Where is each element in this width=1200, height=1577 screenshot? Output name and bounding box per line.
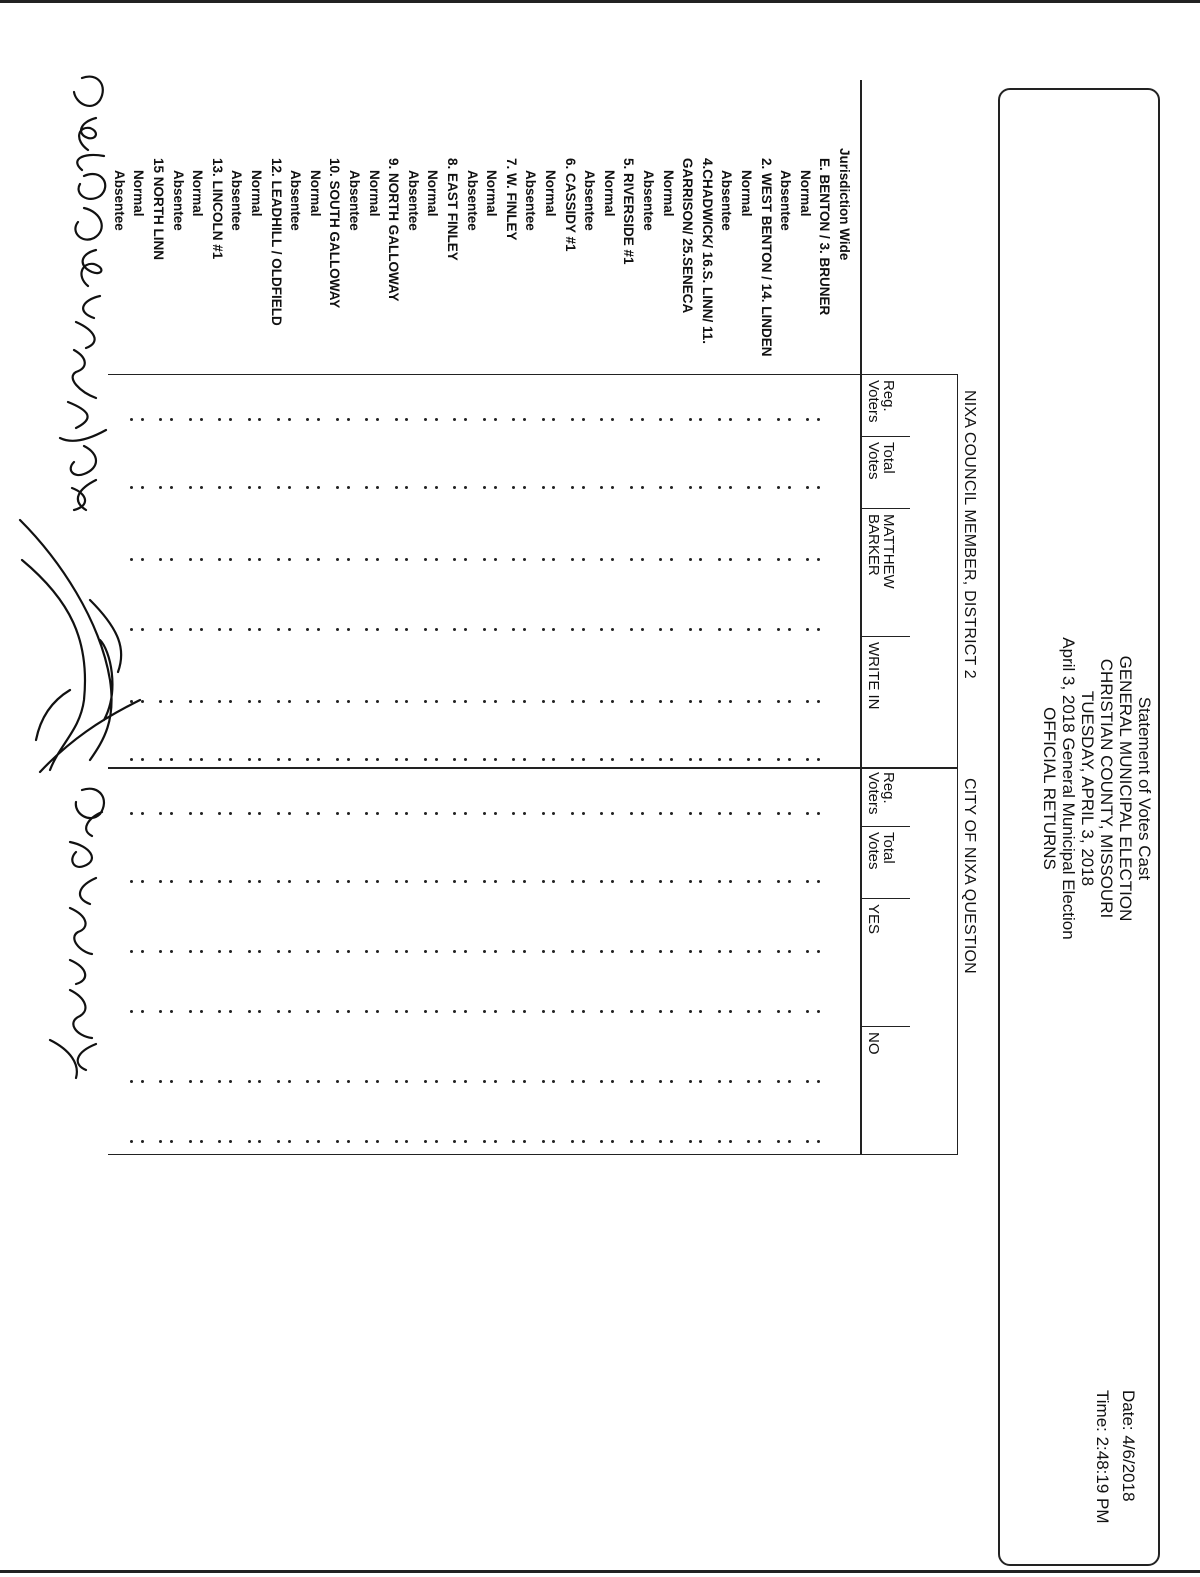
precinct-row-label: Normal [366,170,382,217]
precinct-row-label: Normal [543,170,558,217]
precinct-row-label: Normal [797,170,813,217]
col-q-reg-voters-2: Voters [865,772,882,815]
precinct-row-label: Absentee [111,170,127,231]
col-reg-voters-2: Voters [865,380,882,423]
precinct-row-label: 4.CHADWICK/ 16.S. LINN/ 11. [699,158,715,345]
signature-1 [60,77,106,510]
precinct-row-label: E. BENTON / 3. BRUNER [817,158,833,316]
precinct-row-label: Normal [131,170,147,217]
precinct-row-label: Absentee [719,170,735,231]
col-q-reg-voters: Reg. [880,772,897,804]
precinct-row-label: 13. LINCOLN #1 [209,158,225,260]
election-day: TUESDAY, APRIL 3, 2018 [1078,690,1097,887]
precinct-row-label: Absentee [288,170,304,231]
precinct-row-label: Absentee [347,170,362,231]
precinct-row-label: Absentee [405,170,421,231]
precinct-row-label: Jurisdiction Wide [837,148,852,261]
precinct-row-label: Normal [601,170,617,217]
col-q-total-votes-2: Votes [865,832,882,870]
precinct-row-label: 8. EAST FINLEY [445,158,460,261]
returns-status: OFFICIAL RETURNS [1040,707,1059,870]
col-write-in: WRITE IN [865,642,882,710]
precinct-row-label: Absentee [170,170,186,231]
precinct-row-label: Normal [425,170,441,217]
contest-title-council: NIXA COUNCIL MEMBER, DISTRICT 2 [961,390,978,679]
precinct-row-label: GARRISON/ 25.SENECA [680,158,696,314]
precinct-row-label: Absentee [464,170,480,231]
col-no: NO [865,1032,882,1055]
report-title: Statement of Votes Cast [1135,696,1154,881]
precinct-row-label: Absentee [641,170,656,231]
signature-3 [50,789,104,1078]
precinct-row-label: 10. SOUTH GALLOWAY [327,158,343,309]
precinct-row-label: Normal [484,170,500,217]
signature-2 [20,520,140,772]
col-total-votes: Total [880,442,897,474]
precinct-row-label: 15 NORTH LINN [151,158,166,261]
precinct-row-label: Normal [307,170,323,217]
precinct-row-label: Absentee [229,170,245,231]
precinct-row-label: Absentee [523,170,539,231]
county-name: CHRISTIAN COUNTY, MISSOURI [1097,658,1116,919]
election-type: GENERAL MUNICIPAL ELECTION [1116,655,1135,922]
precinct-row-label: Normal [249,170,264,217]
report-date: Date: 4/6/2018 [1119,1390,1138,1502]
precinct-row-label: Absentee [582,170,598,231]
col-yes: YES [865,904,882,935]
col-candidate-barker: MATTHEW [880,514,897,589]
precinct-row-label: 12. LEADHILL / OLDFIELD [268,158,284,326]
col-reg-voters: Reg. [880,380,897,412]
precinct-row-label: Absentee [778,170,794,231]
precinct-row-label: 5. RIVERSIDE #1 [621,158,637,265]
report-time: Time: 2:48:19 PM [1093,1390,1112,1524]
precinct-row-label: Normal [739,170,754,217]
election-name: April 3, 2018 General Municipal Election [1059,637,1078,940]
precinct-row-label: 6. CASSIDY #1 [562,158,578,252]
precinct-row-label: Normal [190,170,206,217]
col-candidate-barker-2: BARKER [865,514,882,576]
precinct-row-label: 2. WEST BENTON / 14. LINDEN [758,158,774,357]
precinct-row-label: Normal [660,170,676,217]
contest-title-question: CITY OF NIXA QUESTION [961,778,978,974]
precinct-row-label: 7. W. FINLEY [503,158,519,241]
precinct-row-label: 9. NORTH GALLOWAY [386,158,402,302]
col-total-votes-2: Votes [865,442,882,480]
col-q-total-votes: Total [880,832,897,864]
